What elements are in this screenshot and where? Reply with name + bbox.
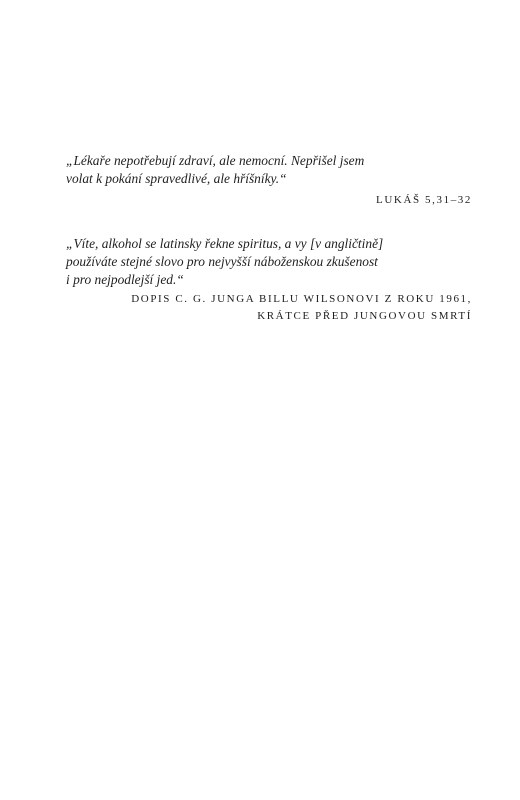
attribution-line: KRÁTCE PŘED JUNGOVOU SMRTÍ	[257, 310, 472, 322]
quote-line: i pro nejpodlejší jed.“	[66, 272, 184, 287]
epigraph-attribution	[66, 291, 472, 325]
quote-line: „Lékaře nepotřebují zdraví, ale nemocní. Nepřišel jsem	[66, 153, 365, 168]
epigraph-quote	[66, 152, 472, 188]
epigraph-jung	[66, 235, 472, 325]
quote-line: „Víte, alkohol se latinsky řekne spiritus, a vy [v angličtině]	[66, 236, 384, 251]
quote-line: používáte stejné slovo pro nejvyšší náboženskou zkušenost	[66, 254, 378, 269]
epigraph-luke	[66, 152, 472, 209]
attribution-line: LUKÁŠ 5,31–32	[376, 194, 472, 206]
epigraph-attribution	[66, 192, 472, 209]
attribution-line: DOPIS C. G. JUNGA BILLU WILSONOVI Z ROKU 1961,	[131, 293, 472, 305]
quote-line: volat k pokání spravedlivé, ale hříšníky.“	[66, 171, 287, 186]
epigraphs	[66, 152, 472, 351]
epigraph-quote	[66, 235, 472, 289]
